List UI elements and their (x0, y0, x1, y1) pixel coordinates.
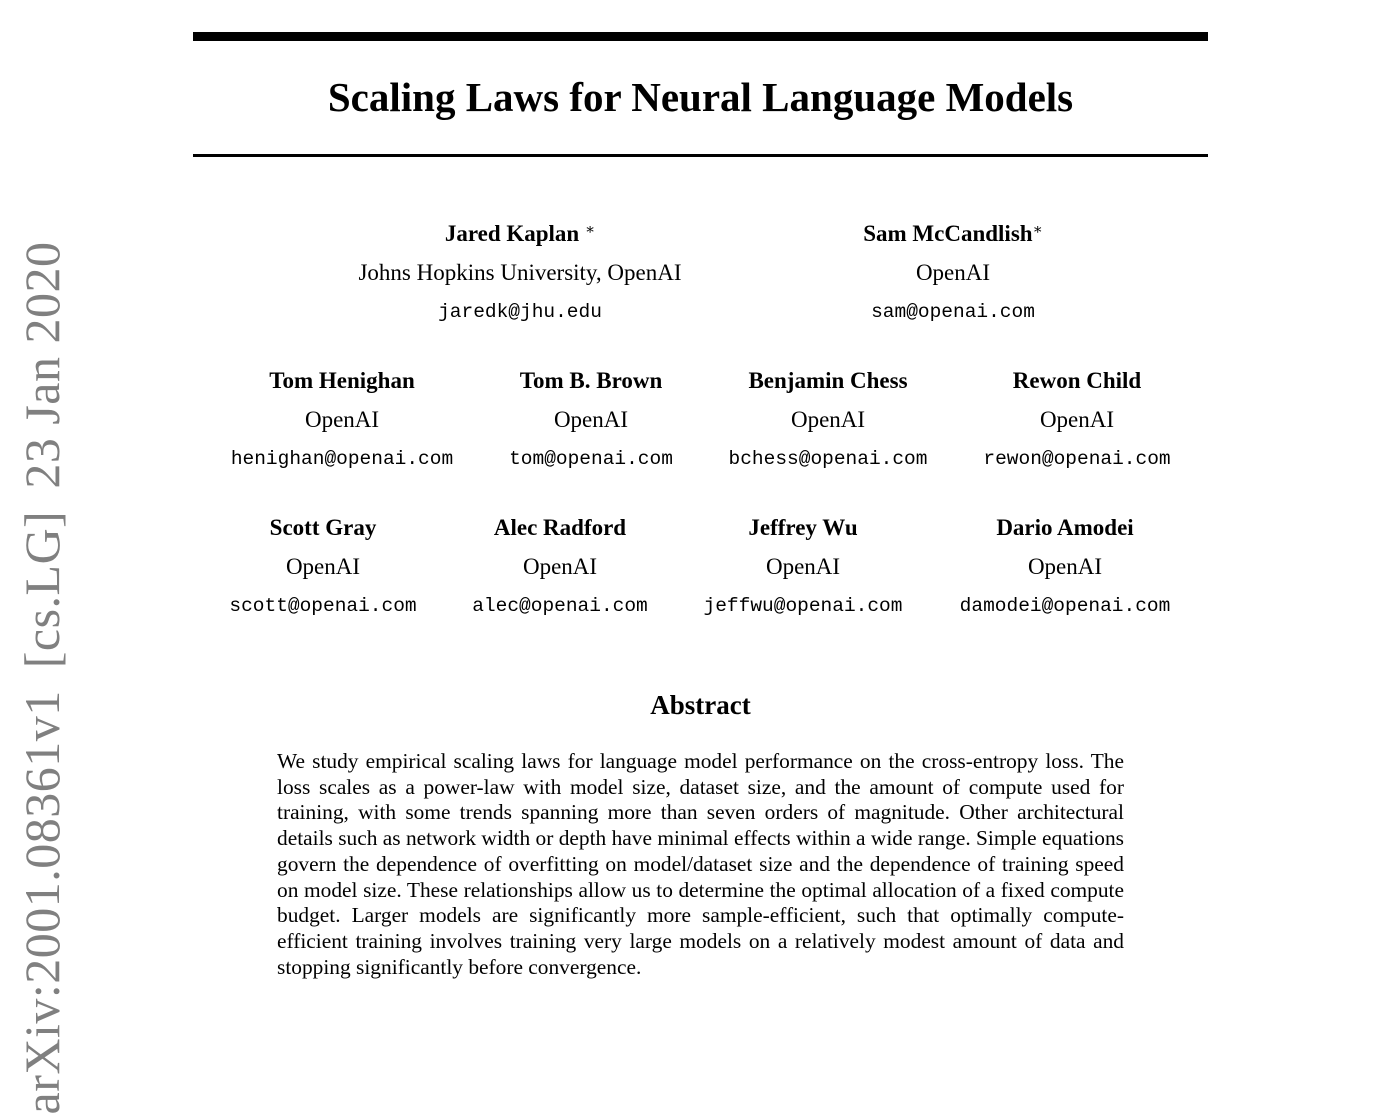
author-email[interactable]: rewon@openai.com (983, 448, 1171, 470)
paper-title: Scaling Laws for Neural Language Models (327, 74, 1074, 120)
title-rule-top (193, 32, 1208, 41)
author-name: Tom B. Brown (519, 368, 663, 393)
author-affiliation: OpenAI (304, 407, 380, 432)
arxiv-id: arXiv:2001.08361v1 (14, 690, 70, 1115)
author-name: Tom Henighan (269, 368, 415, 393)
author-email[interactable]: scott@openai.com (229, 595, 417, 617)
author-name: Jeffrey Wu (748, 515, 858, 540)
author-email[interactable]: jaredk@jhu.edu (438, 301, 602, 323)
author-affiliation: Johns Hopkins University, OpenAI (358, 260, 682, 285)
author-email[interactable]: henighan@openai.com (230, 448, 454, 470)
author-affiliation: OpenAI (285, 554, 361, 579)
author-sam-mccandlish (863, 220, 1043, 326)
arxiv-category: [cs.LG] (14, 510, 70, 669)
author-email[interactable]: sam@openai.com (871, 301, 1035, 323)
author-email[interactable]: bchess@openai.com (728, 448, 928, 470)
arxiv-identifier-stamp[interactable] (14, 242, 70, 1115)
author-name: Jared Kaplan ∗ (444, 221, 596, 246)
author-affiliation: OpenAI (915, 260, 991, 285)
author-alec-radford (472, 514, 648, 620)
author-rewon-child (983, 367, 1170, 473)
author-name: Alec Radford (493, 515, 627, 540)
author-affiliation: OpenAI (765, 554, 841, 579)
equal-contribution-mark: ∗ (1032, 222, 1043, 238)
author-email[interactable]: tom@openai.com (509, 448, 673, 470)
author-name: Rewon Child (1012, 368, 1142, 393)
author-name: Scott Gray (269, 515, 377, 540)
author-name: Sam McCandlish∗ (863, 221, 1043, 246)
equal-contribution-mark: ∗ (584, 222, 596, 238)
title-rule-bottom (193, 154, 1208, 157)
author-affiliation: OpenAI (790, 407, 866, 432)
author-dario-amodei (960, 514, 1171, 620)
author-name: Dario Amodei (996, 515, 1134, 540)
author-scott-gray (229, 514, 416, 620)
author-tom-henighan (231, 367, 453, 473)
author-affiliation: OpenAI (1027, 554, 1103, 579)
author-email[interactable]: alec@openai.com (472, 595, 648, 617)
author-affiliation: OpenAI (553, 407, 629, 432)
author-affiliation: OpenAI (1039, 407, 1115, 432)
author-jared-kaplan (358, 220, 681, 326)
author-benjamin-chess (729, 367, 928, 473)
author-tom-b-brown (509, 367, 673, 473)
abstract-text: We study empirical scaling laws for language model performance on the cross-entropy loss. The loss scales as a power-law with model size, dataset size, and the amount of compute used for training, with some trends spanning more than seven orders of magnitude. Other architectural details such as network width or depth have minimal effects within a wide range. Simple equations govern the dependence of overfitting on model/dataset size and the dependence of training speed on model size. These relationships allow us to determine the optimal allocation of a fixed compute budget. Larger models are significantly more sample-efficient, such that optimally compute-efficient training involves training very large models on a relatively modest amount of data and stopping significantly before convergence. (277, 749, 1124, 979)
author-email[interactable]: jeffwu@openai.com (703, 595, 903, 617)
author-jeffrey-wu (704, 514, 903, 620)
author-email[interactable]: damodei@openai.com (959, 595, 1171, 617)
author-name: Benjamin Chess (748, 368, 908, 393)
abstract-heading: Abstract (650, 690, 751, 720)
arxiv-date: 23 Jan 2020 (14, 241, 70, 489)
author-affiliation: OpenAI (522, 554, 598, 579)
